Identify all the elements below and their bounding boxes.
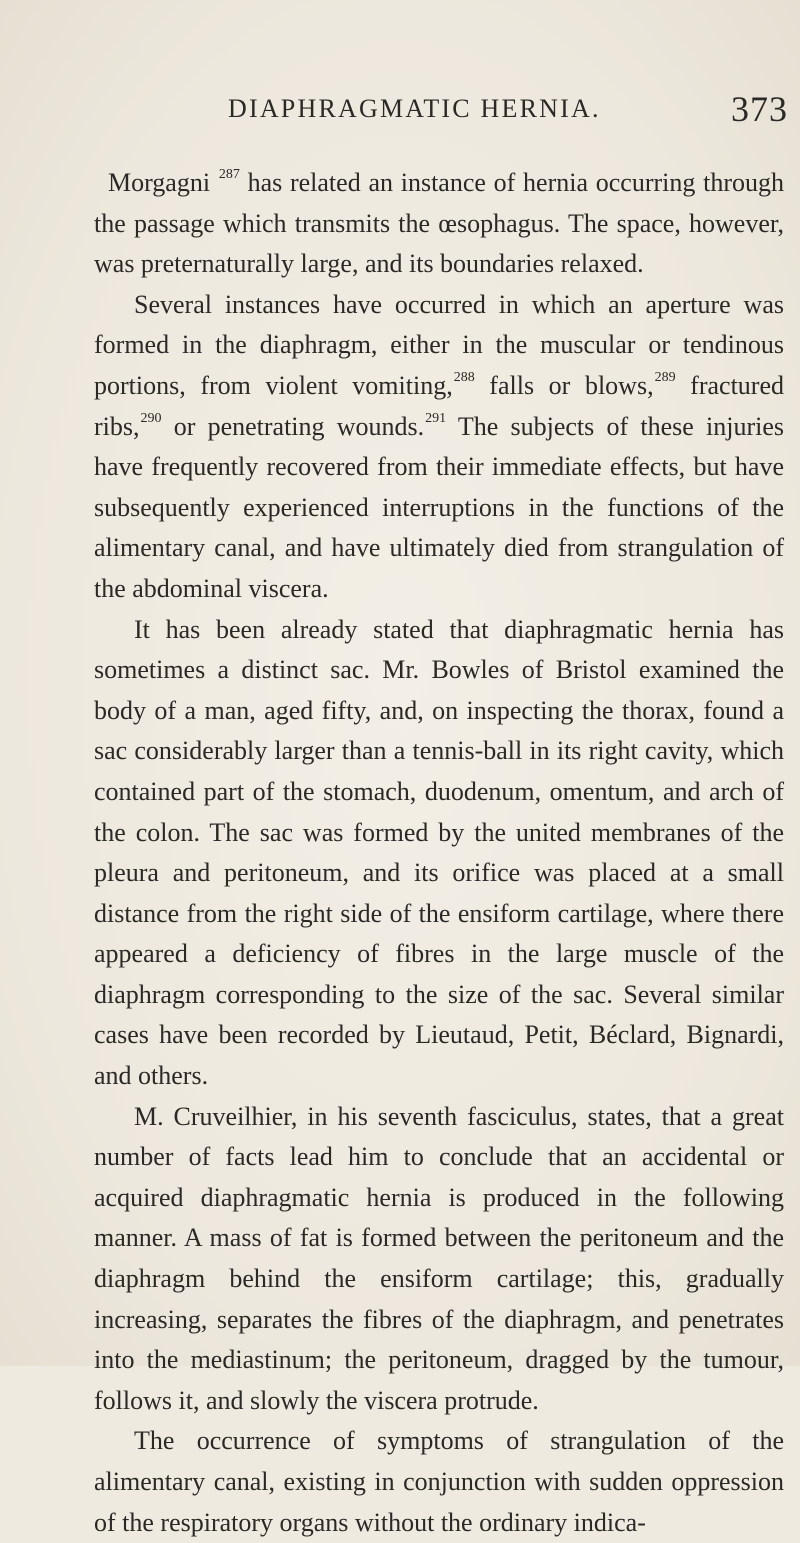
paragraph-text: The occurrence of symptoms of strangulation of the alimentary canal, existing in conjunction with sudden oppression of the respiratory organs without the ordinary indica-	[94, 1426, 784, 1537]
paragraph	[94, 1097, 784, 1422]
paragraph-text: Morgagni	[108, 168, 218, 197]
paragraph	[94, 1421, 784, 1543]
paragraph	[94, 610, 784, 1097]
paragraph-text: falls or blows,	[474, 370, 654, 400]
footnote-ref: 288	[453, 369, 475, 385]
paragraph-text: fractured ribs,	[94, 370, 785, 441]
page-number: 373	[731, 89, 788, 129]
paragraph-text: has related an instance of hernia occurring through the passage which transmits the œsophagus. The space, however, was preternaturally large, and its boundaries relaxed.	[94, 168, 785, 279]
footnote-ref: 287	[218, 167, 240, 182]
footnote-ref: 290	[140, 410, 162, 426]
paragraph-text: It has been already stated that diaphragmatic hernia has sometimes a distinct sac. Mr. Bowles of Bristol examined the body of a man, aged fifty, and, on inspecting the thorax, found a sac considerably larger than a tennis-ball in its right cavity, which contained part of the stomach, duodenum, omentum, and arch of the colon. The sac was formed by the united membranes of the pleura and peritoneum, and its orifice was placed at a small distance from the right side of the ensiform cartilage, where there appeared a deficiency of fibres in the large muscle of the diaphragm corresponding to the size of the sac. Several similar cases have been recorded by Lieutaud, Petit, Béclard, Bignardi, and others.	[94, 614, 784, 1091]
footnote-ref: 289	[654, 369, 676, 385]
running-head: DIAPHRAGMATIC HERNIA.	[228, 94, 601, 123]
paragraph-text: Several instances have occurred in which an aperture was formed in the diaphragm, either in the muscular or tendinous portions, from violent vomiting,	[94, 289, 784, 400]
body-text	[94, 163, 784, 1543]
footnote-ref: 291	[425, 410, 447, 426]
paragraph	[94, 163, 784, 285]
page-header	[228, 89, 788, 134]
paragraph-text: or penetrating wounds.	[161, 411, 425, 441]
paragraph	[94, 285, 784, 610]
paragraph-text: M. Cruveilhier, in his seventh fasciculus, states, that a great number of facts lead him to conclude that an accidental or acquired diaphragmatic hernia is produced in the following manner. A mass of fat is formed between the peritoneum and the diaphragm behind the ensiform cartilage; this, gradually increasing, separates the fibres of the diaphragm, and penetrates into the mediastinum; the peritoneum, dragged by the tumour, follows it, and slowly the viscera protrude.	[94, 1101, 784, 1415]
paragraph-text: The subjects of these injuries have frequently recovered from their immediate effects, but have subsequently experienced interruptions in the functions of the alimentary canal, and have ultimately died from strangulation of the abdominal viscera.	[94, 411, 784, 603]
